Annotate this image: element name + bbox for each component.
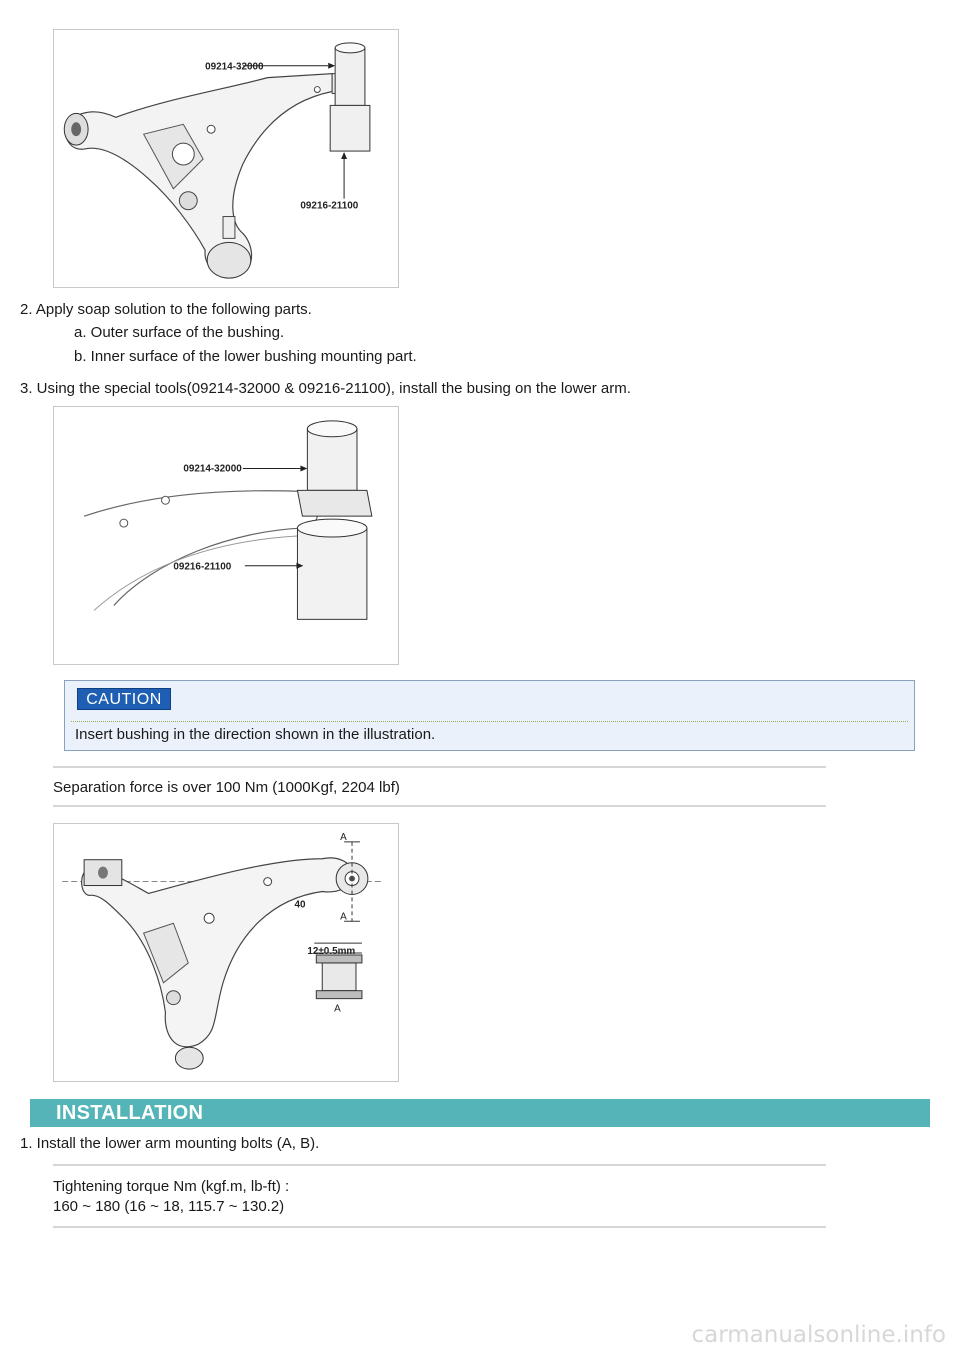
caution-text: Insert bushing in the direction shown in the illustration. xyxy=(75,726,436,743)
figure2-label-bottom: 09216-21100 xyxy=(173,561,232,573)
step-2a: a. Outer surface of the bushing. xyxy=(74,324,285,341)
lower-arm-tool-illustration xyxy=(54,30,398,287)
caution-divider xyxy=(71,721,908,722)
step-2b: b. Inner surface of the lower bushing mounting part. xyxy=(74,348,417,365)
figure-bushing-install xyxy=(53,406,399,665)
figure3-label-a-mid: A xyxy=(340,911,347,923)
figure3-label-angle: 40 xyxy=(294,899,306,911)
torque-divider-bottom xyxy=(53,1226,826,1228)
installation-section-header: INSTALLATION xyxy=(30,1099,930,1127)
watermark: carmanualsonline.info xyxy=(691,1322,946,1348)
figure-bushing-position xyxy=(53,823,399,1082)
figure-bushing-removal xyxy=(53,29,399,288)
figure2-label-top: 09214-32000 xyxy=(183,463,242,475)
separation-force-note: Separation force is over 100 Nm (1000Kgf, 2204 lbf) xyxy=(53,779,400,796)
step-2: 2. Apply soap solution to the following parts. xyxy=(20,301,312,318)
figure3-label-dim: 12±0.5mm xyxy=(307,945,356,957)
caution-badge: CAUTION xyxy=(77,688,171,710)
figure3-label-a-top: A xyxy=(340,831,347,843)
note-divider-bottom xyxy=(53,805,826,807)
torque-value: 160 ~ 180 (16 ~ 18, 115.7 ~ 130.2) xyxy=(53,1198,285,1215)
bushing-install-illustration xyxy=(54,407,398,664)
figure1-label-top: 09214-32000 xyxy=(205,61,264,73)
torque-divider-top xyxy=(53,1164,826,1166)
bushing-position-illustration xyxy=(54,824,398,1081)
torque-label: Tightening torque Nm (kgf.m, lb-ft) : xyxy=(53,1178,290,1195)
figure1-label-bottom: 09216-21100 xyxy=(300,200,359,212)
step-3: 3. Using the special tools(09214-32000 & 09216-21100), install the busing on the lower arm. xyxy=(20,380,631,397)
figure3-label-a-bottom: A xyxy=(334,1003,341,1015)
installation-step-1: 1. Install the lower arm mounting bolts (A, B). xyxy=(20,1135,320,1152)
caution-box xyxy=(64,680,915,751)
note-divider-top xyxy=(53,766,826,768)
